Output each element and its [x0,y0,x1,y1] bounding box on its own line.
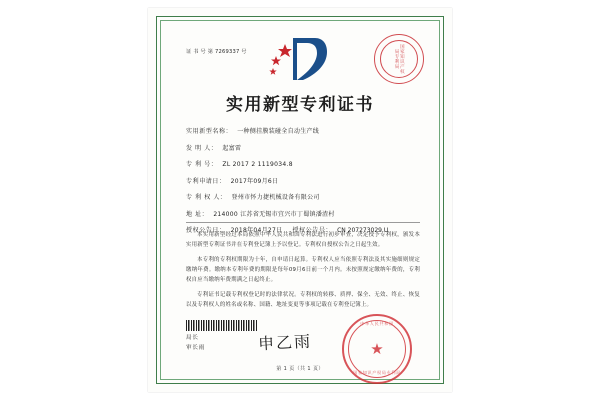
barcode [186,320,258,331]
field-value: 起富雷 [222,144,242,152]
official-red-seal [342,314,412,384]
seal-top-text: 中华人民共和国 [360,321,394,326]
corner-ornament-top-right [425,16,444,35]
field-label: 专 利 权 人： [186,194,227,201]
patent-field-list [186,126,420,242]
field-row-address [186,209,420,218]
field-label: 授权公告日： [186,227,226,234]
field-value: 一种侧挂膜装碰全自动生产线 [237,128,320,135]
patent-office-emblem-icon [263,34,337,84]
field-row-utility-model-name [186,126,420,135]
field-value: 2018年04月27日 [230,227,283,234]
field-label: 实用新型名称： [186,128,233,135]
signature-label-reviewer: 审长雨 [186,344,206,351]
field-value-secondary: CN 207273029 U [337,227,389,234]
field-label: 专 利 号： [186,161,218,168]
field-value: 2017年09月6日 [230,177,279,185]
field-row-patentee [186,192,420,201]
field-value: 214000 江苏省无锡市宜兴市丁蜀镇潘渣村 [213,210,335,218]
handwritten-signature: 申乙雨 [257,331,313,354]
body-paragraph-1: 本实用新型经过本局依照中华人民共和国专利法进行初步审查，决定授予专利权，颁发本实用新型专利证书并在专利登记簿上予以登记。专利权自授权公告之日起生效。 [186,232,420,248]
field-row-application-date [186,176,420,185]
field-row-patent-number [186,159,420,168]
document-title: 实用新型专利证书 [226,95,374,115]
star-icon: ★ [370,339,384,358]
top-red-seal-text: 国家知识产权局专利局 [380,40,418,78]
body-paragraph-3: 专利证书记载专利权登记时的法律状况。专利权的转移、质押、保全、无效、终止、恢复以及专利权人的姓名或名称、国籍、地址变更等事项记载在专利登记簿上。 [186,292,420,308]
field-row-inventor [186,143,420,152]
seal-bottom-text: 国家知识产权局专利局 [353,370,401,375]
page-footer: 第 1 页（共 1 页） [276,366,324,372]
field-value: ZL 2017 2 1119034.8 [222,161,293,168]
top-red-seal [374,34,424,84]
field-label: 发 明 人： [186,144,218,152]
field-label-secondary: 授权公告号： [292,227,333,234]
patent-certificate-document [148,8,452,392]
signature-labels [186,334,205,353]
certificate-body-text [186,230,420,315]
corner-ornament-top-left [156,16,175,35]
field-label: 地 址： [186,210,209,218]
field-value: 登州市怀力捷机械设备有限公司 [231,194,320,201]
section-divider [186,222,420,223]
certificate-number: 证 书 号 第 7269337 号 [186,49,247,55]
field-label: 专利申请日： [186,177,226,185]
signature-label-director: 局长 [186,335,199,341]
body-paragraph-2: 本专利的专利权期限为十年，自申请日起算。专利权人应当依照专利法及其实施细则规定缴纳年费。缴纳本专利年费的期限是每年09月6日前一个月内。未按照规定缴纳年费的，专利权自应当缴纳年费期满之日起终止。 [186,257,420,283]
